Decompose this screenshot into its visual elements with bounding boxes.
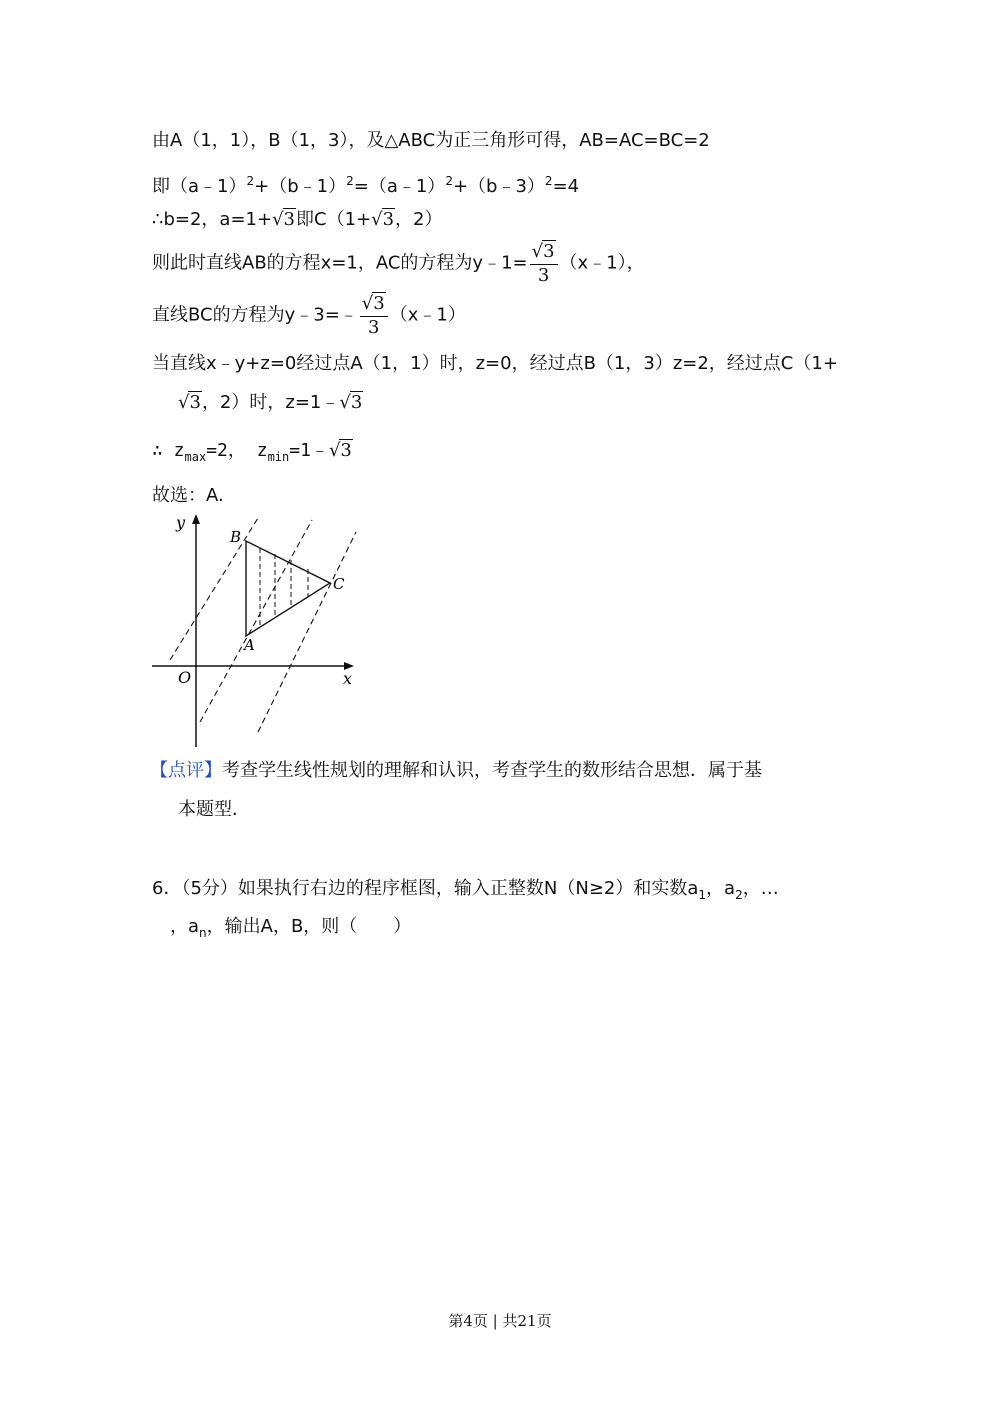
- point-a-label: A: [244, 636, 255, 654]
- text: =（a﹣1）: [353, 176, 446, 197]
- exponent: 2: [445, 174, 453, 188]
- page-footer: 第4页 | 共21页: [448, 1312, 552, 1330]
- subscript: n: [199, 926, 207, 940]
- triangle-abc: [246, 541, 330, 636]
- subscript: 1: [698, 888, 707, 902]
- text: （x﹣1）: [389, 304, 466, 326]
- solution-line-7: [178, 390, 363, 416]
- solution-line-5: [152, 292, 466, 339]
- point-c-label: C: [333, 575, 345, 593]
- comment-text: 考查学生线性规划的理解和认识，考查学生的数形结合思想．属于基: [222, 760, 762, 781]
- fraction: $\frac{√3}{3}$: [530, 240, 558, 287]
- text: ∴b=2，a=1+: [152, 209, 273, 230]
- solution-line-8: [152, 438, 353, 470]
- text: +（b﹣1）: [254, 176, 347, 197]
- solution-line-2: [152, 168, 579, 200]
- fraction: $\frac{√3}{3}$: [360, 292, 388, 339]
- text: 即C（1+: [296, 209, 372, 230]
- solution-line-1: 由A（1，1），B（1，3），及△ABC为正三角形可得，AB=AC=BC=2: [152, 130, 710, 151]
- text: ∴ z: [152, 440, 185, 461]
- solution-line-6: 当直线x﹣y+z=0经过点A（1，1）时，z=0，经过点B（1，3）z=2，经过点C（1+: [152, 353, 838, 374]
- sqrt: √3: [328, 440, 352, 461]
- y-axis-arrow: [192, 514, 200, 524]
- text: ，2）时，z=1﹣: [201, 392, 340, 413]
- exponent: 2: [544, 174, 553, 188]
- text: ，a: [170, 916, 200, 937]
- question-line-2: [170, 914, 411, 946]
- subscript: 2: [735, 888, 743, 902]
- solution-line-4: [152, 240, 645, 287]
- text: =4: [552, 176, 580, 197]
- y-axis-label: y: [176, 513, 186, 532]
- text: 直线BC的方程为y﹣3=﹣: [152, 304, 358, 326]
- sqrt: √3: [339, 392, 363, 413]
- subscript: min: [267, 450, 290, 464]
- comment-tag: 【点评】: [150, 760, 222, 781]
- level-line-a: [200, 520, 312, 722]
- text: ，a: [706, 878, 736, 899]
- x-axis-label: x: [343, 669, 353, 688]
- answer-line: 故选：A.: [152, 485, 224, 506]
- origin-label: O: [178, 668, 192, 687]
- text: +（b﹣3）: [452, 176, 545, 197]
- text: 则此时直线AB的方程x=1，AC的方程为y﹣1=: [152, 252, 528, 274]
- text: 即（a﹣1）: [152, 176, 247, 197]
- text: =1﹣: [289, 440, 329, 461]
- question-line-1: [152, 876, 779, 908]
- sqrt: √3: [371, 209, 395, 230]
- comment-line-1: [150, 758, 762, 784]
- text: ，…: [742, 878, 779, 899]
- solution-line-3: [152, 207, 443, 233]
- sqrt: √3: [272, 209, 295, 230]
- point-b-label: B: [230, 528, 242, 546]
- text: ，输出A，B，则（ ）: [206, 916, 412, 937]
- text: （x﹣1），: [559, 252, 645, 274]
- text: =2， z: [206, 440, 268, 461]
- text: ，2）: [395, 209, 443, 230]
- comment-line-2: 本题型．: [178, 799, 250, 820]
- subscript: max: [184, 450, 207, 464]
- text: 6．（5分）如果执行右边的程序框图，输入正整数N（N≥2）和实数a: [152, 878, 699, 899]
- exponent: 2: [346, 174, 354, 188]
- sqrt: √3: [178, 392, 201, 413]
- level-line-c: [258, 532, 356, 732]
- feasible-region-figure: [150, 510, 370, 755]
- exponent: 2: [246, 174, 255, 188]
